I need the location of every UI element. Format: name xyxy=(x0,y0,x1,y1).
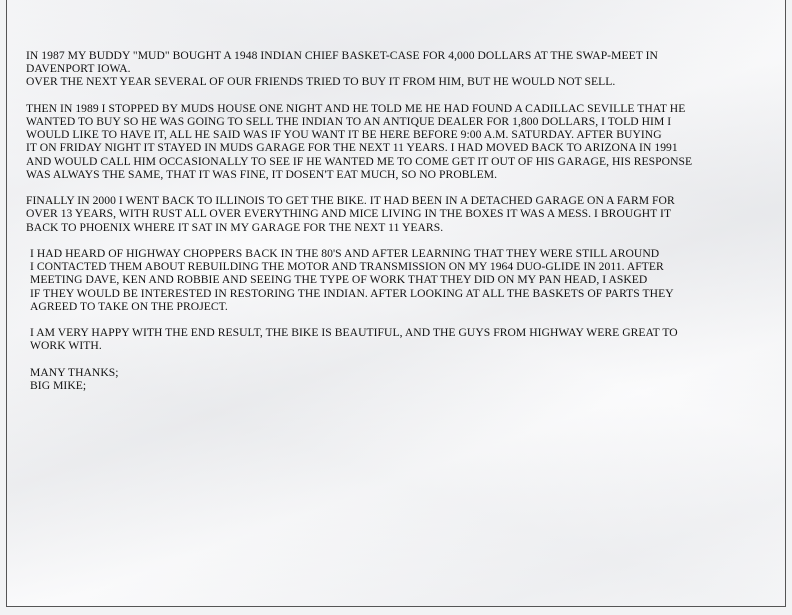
text-line: WOULD LIKE TO HAVE IT, ALL HE SAID WAS IF YOU WANT IT BE HERE BEFORE 9:00 A.M. SATURDAY. AFTER BUYING xyxy=(26,128,662,142)
text-line: BACK TO PHOENIX WHERE IT SAT IN MY GARAGE FOR THE NEXT 11 YEARS. xyxy=(26,220,444,234)
text-line: DAVENPORT IOWA. xyxy=(26,62,131,76)
text-line: I CONTACTED THEM ABOUT REBUILDING THE MOTOR AND TRANSMISSION ON MY 1964 DUO-GLIDE IN 2011. AFTER xyxy=(30,260,664,274)
text-line: OVER THE NEXT YEAR SEVERAL OF OUR FRIENDS TRIED TO BUY IT FROM HIM, BUT HE WOULD NOT SELL. xyxy=(26,75,616,89)
paragraph-end-result xyxy=(26,326,781,352)
paragraph-highway-choppers xyxy=(26,247,781,313)
text-line: OVER 13 YEARS, WITH RUST ALL OVER EVERYTHING AND MICE LIVING IN THE BOXES IT WAS A MESS. I BROUGHT IT xyxy=(26,207,672,221)
text-line: IF THEY WOULD BE INTERESTED IN RESTORING THE INDIAN. AFTER LOOKING AT ALL THE BASKETS OF PARTS THEY xyxy=(30,286,674,300)
text-line: AND WOULD CALL HIM OCCASIONALLY TO SEE IF HE WANTED ME TO COME GET IT OUT OF HIS GARAGE, HIS RESPONSE xyxy=(26,154,693,168)
paragraph-buying xyxy=(26,102,781,181)
text-line: IN 1987 MY BUDDY "MUD" BOUGHT A 1948 INDIAN CHIEF BASKET-CASE FOR 4,000 DOLLARS AT THE SWAP-MEET IN xyxy=(26,49,658,62)
closing-line: MANY THANKS; xyxy=(30,365,119,379)
text-line: FINALLY IN 2000 I WENT BACK TO ILLINOIS TO GET THE BIKE. IT HAD BEEN IN A DETACHED GARAGE ON A FARM FOR xyxy=(26,194,675,208)
signature-block xyxy=(26,366,781,392)
text-line: I HAD HEARD OF HIGHWAY CHOPPERS BACK IN THE 80'S AND AFTER LEARNING THAT THEY WERE STILL AROUND xyxy=(30,247,660,260)
text-line: IT ON FRIDAY NIGHT IT STAYED IN MUDS GARAGE FOR THE NEXT 11 YEARS. I HAD MOVED BACK TO ARIZONA IN 1991 xyxy=(26,141,678,155)
text-line: WAS ALWAYS THE SAME, THAT IT WAS FINE, IT DOSEN'T EAT MUCH, SO NO PROBLEM. xyxy=(26,167,498,181)
signature-name: BIG MIKE; xyxy=(30,379,87,392)
paragraph-illinois xyxy=(26,194,781,234)
text-line: WORK WITH. xyxy=(30,339,102,353)
letter-page xyxy=(6,0,786,607)
paragraph-swap-meet xyxy=(26,49,781,89)
text-line: AGREED TO TAKE ON THE PROJECT. xyxy=(30,299,228,313)
text-line: I AM VERY HAPPY WITH THE END RESULT, THE BIKE IS BEAUTIFUL, AND THE GUYS FROM HIGHWAY WERE GREAT TO xyxy=(30,326,678,340)
letter-body xyxy=(26,49,781,405)
text-line: MEETING DAVE, KEN AND ROBBIE AND SEEING THE TYPE OF WORK THAT THEY DID ON MY PAN HEAD, I ASKED xyxy=(30,273,648,287)
text-line: THEN IN 1989 I STOPPED BY MUDS HOUSE ONE NIGHT AND HE TOLD ME HE HAD FOUND A CADILLAC SEVILLE THAT HE xyxy=(26,101,686,115)
text-line: WANTED TO BUY SO HE WAS GOING TO SELL THE INDIAN TO AN ANTIQUE DEALER FOR 1,800 DOLLARS, I TOLD HIM I xyxy=(26,115,672,128)
